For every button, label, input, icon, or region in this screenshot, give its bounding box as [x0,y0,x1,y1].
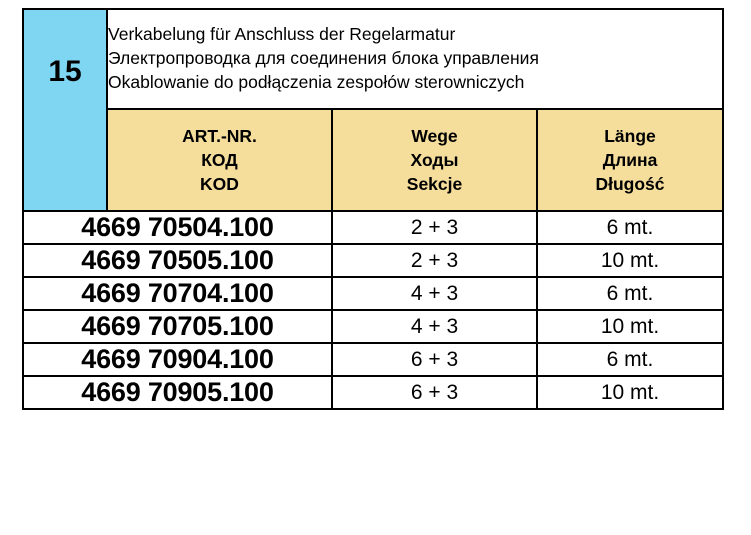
title-line-pl: Okablowanie do podłączenia zespołów sterowniczych [108,72,525,93]
header-lange [537,109,723,211]
header-art-ru: КОД [201,150,238,171]
cell-lange: 6 mt. [537,343,723,376]
title-line-de: Verkabelung für Anschluss der Regelarmatur [108,24,456,45]
header-lange-pl: Długość [595,174,665,195]
table-header-row [23,109,723,211]
product-table [22,8,724,410]
cell-art-nr: 4669 70705.100 [23,310,332,343]
header-art-pl: KOD [200,174,239,195]
table-row [23,211,723,244]
table-row [23,244,723,277]
header-wege-pl: Sekcje [406,174,463,195]
table-row [23,310,723,343]
header-lange-ru: Длина [602,150,658,171]
cell-art-nr: 4669 70504.100 [23,211,332,244]
cell-art-nr: 4669 70904.100 [23,343,332,376]
cell-lange: 10 mt. [537,376,723,409]
cell-art-nr: 4669 70704.100 [23,277,332,310]
header-lange-de: Länge [604,125,656,146]
table-title-row [23,9,723,109]
cell-wege: 6 + 3 [332,376,537,409]
spec-sheet [0,8,751,535]
cell-lange: 10 mt. [537,310,723,343]
table-row [23,376,723,409]
cell-art-nr: 4669 70905.100 [23,376,332,409]
cell-art-nr: 4669 70505.100 [23,244,332,277]
cell-lange: 10 mt. [537,244,723,277]
header-wege [332,109,537,211]
header-art [107,109,332,211]
table-row [23,277,723,310]
cell-lange: 6 mt. [537,211,723,244]
table-row [23,343,723,376]
cell-wege: 2 + 3 [332,211,537,244]
badge-number: 15 [48,55,82,88]
cell-wege: 6 + 3 [332,343,537,376]
title-cell [107,9,723,109]
header-wege-ru: Ходы [410,150,459,171]
title-line-ru: Электропроводка для соединения блока управления [108,48,539,69]
header-wege-de: Wege [411,125,458,146]
cell-wege: 4 + 3 [332,310,537,343]
cell-wege: 4 + 3 [332,277,537,310]
header-art-de: ART.-NR. [182,125,257,146]
cell-wege: 2 + 3 [332,244,537,277]
badge-cell [23,9,107,211]
cell-lange: 6 mt. [537,277,723,310]
